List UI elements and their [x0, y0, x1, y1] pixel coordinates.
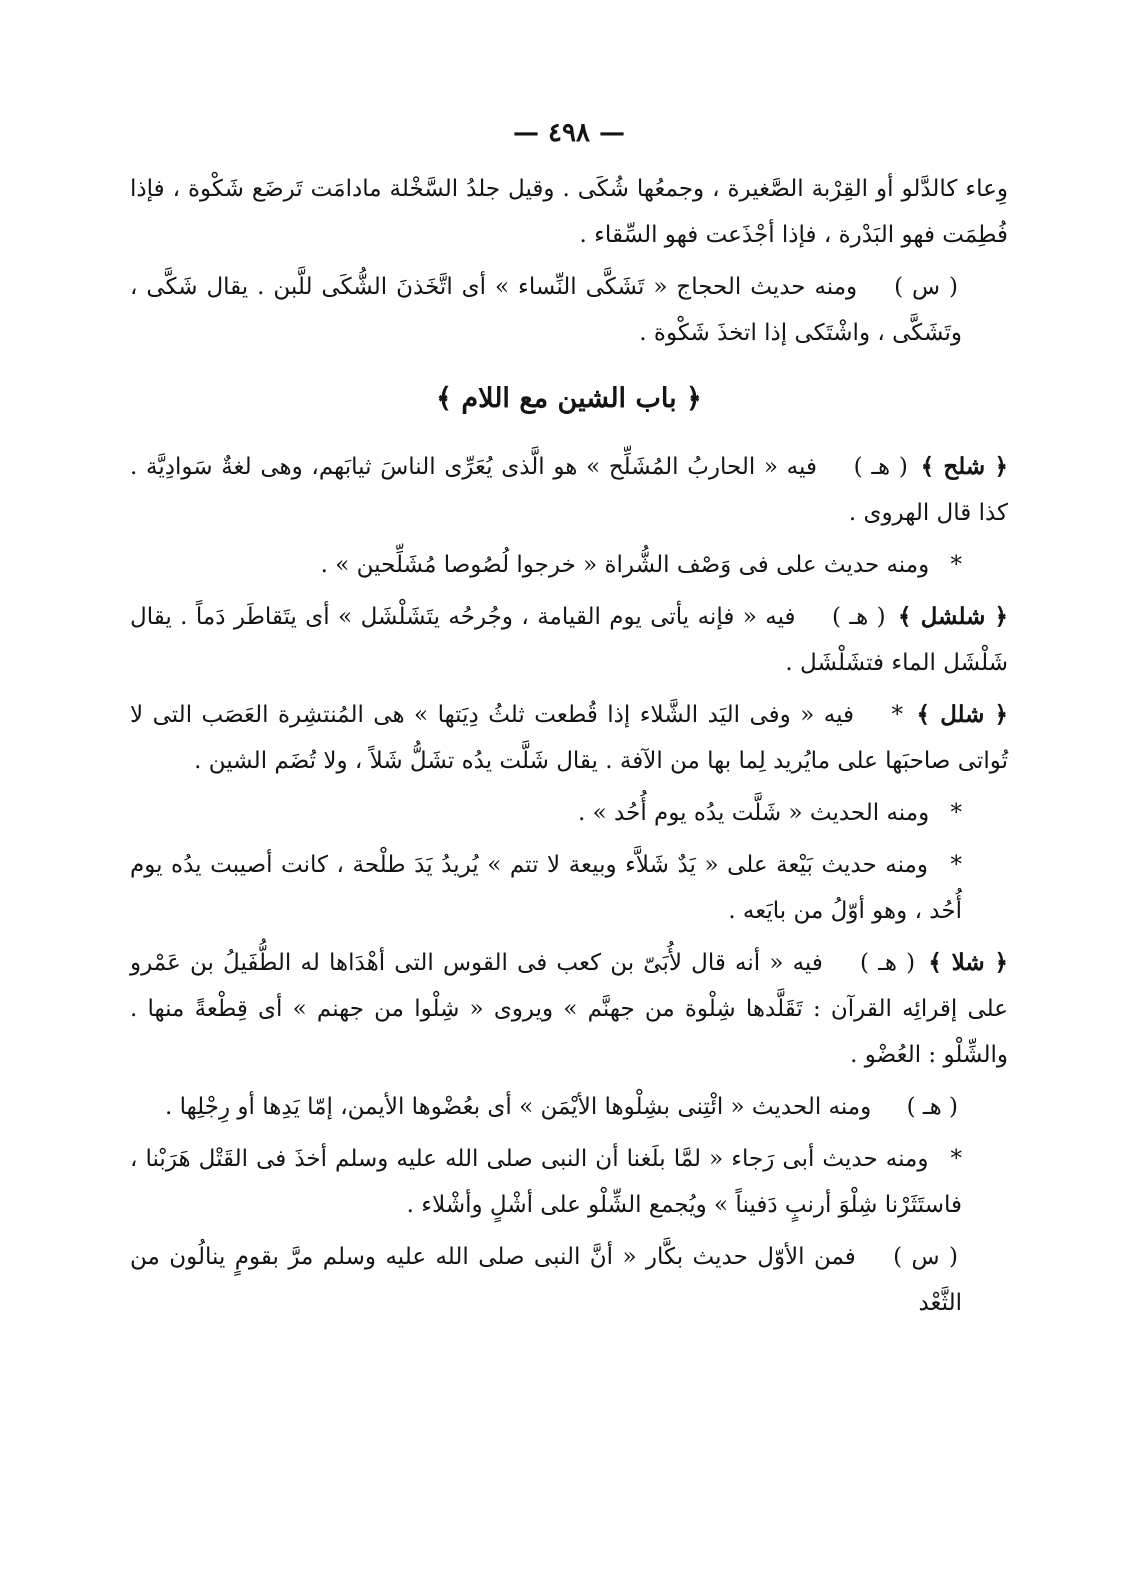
section-title: ﴿ باب الشين مع اللام ﴾ [436, 383, 702, 414]
paragraph [130, 166, 1008, 258]
source-mark: ( س ) [893, 1244, 959, 1270]
entry-paragraph [130, 594, 1008, 686]
source-mark: * [950, 800, 962, 826]
source-mark: * [950, 852, 963, 878]
entry-term: ﴿ شلشل ﴾ [898, 603, 1009, 630]
source-mark: * [891, 702, 903, 728]
entry-paragraph [130, 842, 1008, 934]
paragraph-text: ومنه حديث الحجاج « تَشَكَّى النِّساء » أى اتَّخَذنَ الشُّكَى للَّبن . يقال شَكَّى ، وتَشَكَّى ، واشْتَكى إذا اتخذَ شَكْوة . [130, 274, 962, 346]
entry-paragraph [130, 692, 1008, 784]
source-mark: ( هـ ) [853, 454, 908, 480]
source-mark: ( هـ ) [906, 1094, 958, 1120]
entry-paragraph [130, 1136, 1008, 1228]
source-mark: ( هـ ) [860, 950, 916, 976]
source-mark: * [950, 552, 962, 578]
entry-text: ومنه حديث بَيْعة على « يَدٌ شَلاَّء وبيعة لا تتم » يُريدُ يَدَ طلْحة ، كانت أصيبت يدُه يوم أُحُد ، وهو أوّلُ من بايَعه . [130, 852, 962, 924]
page-number: — ٤٩٨ — [512, 118, 626, 148]
entry-text: ومنه حديث أبى رَجاء « لمَّا بلَغنا أن النبى صلى الله عليه وسلم أخذَ فى القَتْل هَرَبْنا ، فاستَثَرْنا شِلْوَ أرنبٍ دَفيناً » ويُجمع الشِّلْو على أشْلٍ وأشْلاء . [130, 1146, 962, 1218]
page [130, 110, 1008, 1332]
entry-text: ومنه الحديث « شَلَّت يدُه يوم أُحُد » . [578, 800, 930, 826]
source-mark: * [950, 1146, 962, 1172]
entry-text: فيه « أنه قال لأُبَىّ بن كعب فى القوس التى أهْدَاها له الطُّفَيلُ بن عَمْرو على إقرائِه القرآن : تَقَلَّدها شِلْوة من جهنَّم » ويروى « شِلْوا من جهنم » أى قِطْعةً منها . والشِّلْو : العُضْو . [130, 950, 1008, 1068]
entry-paragraph [130, 1234, 1008, 1326]
entry-term: ﴿ شلا ﴾ [928, 949, 1009, 976]
entry-paragraph [130, 790, 1008, 836]
source-mark: ( هـ ) [831, 604, 886, 630]
entry-text: فيه « الحاربُ المُشَلِّح » هو الَّذى يُعَرِّى الناسَ ثيابَهم، وهى لغةٌ سَوادِيَّة . كذا قال الهروى . [130, 454, 1008, 526]
entry-paragraph [130, 542, 1008, 588]
source-mark: ( س ) [894, 274, 959, 300]
entry-term: ﴿ شلح ﴾ [920, 453, 1009, 480]
entry-paragraph [130, 1084, 1008, 1130]
entry-text: فيه « فإنه يأتى يوم القيامة ، وجُرحُه يتَشَلْشَل » أى يتَقاطَر دَماً . يقال شَلْشَل الماء فتشَلْشَل . [130, 604, 1008, 676]
entry-text: ومنه الحديث « ائْتِنى بشِلْوها الأيْمَن » أى بعُضْوها الأيمن، إمّا يَدِها أو رِجْلِها . [164, 1094, 872, 1120]
entry-text: فيه « وفى اليَد الشَّلاء إذا قُطعت ثلثُ دِيَتها » هى المُنتشِرة العَصَب التى لا تُواتى صاحبَها على مايُريد لِما بها من الآفة . يقال شَلَّت يدُه تشَلُّ شَلاً ، ولا تُضَم الشين . [130, 702, 1008, 774]
entry-paragraph [130, 940, 1008, 1078]
entry-paragraph [130, 444, 1008, 536]
paragraph-text: وِعاء كالدَّلو أو القِرْبة الصَّغيرة ، وجمعُها شُكَى . وقيل جلدُ السَّخْلة مادامَت تَرضَع شَكْوة ، فإذا فُطِمَت فهو البَدْرة ، فإذا أجْذَعت فهو السِّقاء . [130, 176, 1008, 248]
entry-text: فمن الأوّل حديث بكَّار « أنَّ النبى صلى الله عليه وسلم مرَّ بقومٍ ينالُون من الثَّعْد [130, 1244, 962, 1316]
entry-text: ومنه حديث على فى وَصْف الشُّراة « خرجوا لُصُوصا مُشَلِّحين » . [320, 552, 930, 578]
paragraph [130, 264, 1008, 356]
entry-term: ﴿ شلل ﴾ [916, 701, 1008, 728]
